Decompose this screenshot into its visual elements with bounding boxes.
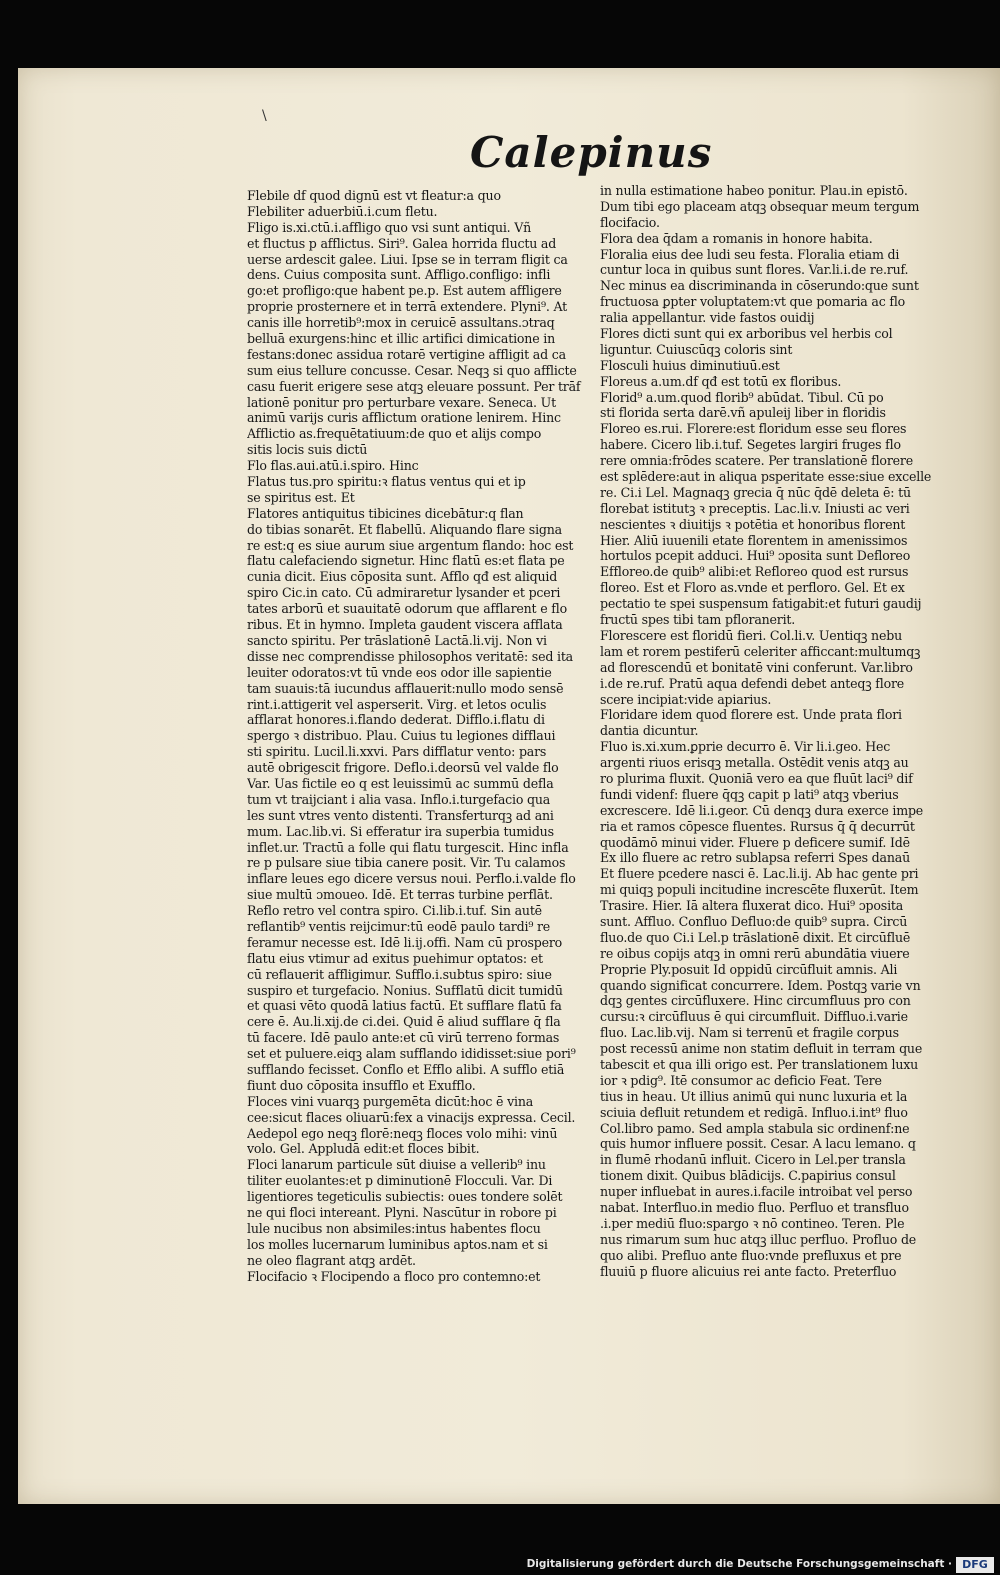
text-line: sancto spiritu. Per trāslationē Lactā.li.vij. Non vi	[247, 632, 547, 648]
text-line: re est:q es siue aurum siue argentum flando: hoc est	[247, 537, 574, 553]
text-line: ne oleo flagrant atqꝫ ardēt.	[247, 1252, 416, 1268]
running-header: Calepinus	[470, 128, 713, 177]
text-line: Flora dea q̄dam a romanis in honore habita.	[600, 230, 873, 246]
text-line: Florescere est floridū fieri. Col.li.v. Uentiqꝫ nebu	[600, 627, 902, 643]
text-line: Flores dicti sunt qui ex arboribus vel herbis col	[600, 326, 893, 342]
text-line: excrescere. Idē li.i.geor. Cū denqꝫ dura exerce impe	[600, 802, 924, 818]
text-line: fluo. Lac.lib.vij. Nam si terrenū et fragile corpus	[600, 1025, 899, 1041]
text-line: cū reflauerit affligimur. Sufflo.i.subtus spiro: siue	[247, 966, 552, 982]
text-line: sti florida serta darē.vñ apuleij liber in floridis	[600, 405, 886, 421]
text-line: les sunt vtres vento distenti. Transferturqꝫ ad ani	[247, 807, 554, 823]
text-line: autē obrigescit frigore. Deflo.i.deorsū vel valde flo	[247, 760, 559, 776]
text-line: hortulos pcepit adduci. Hui⁹ ɔposita sunt Defloreo	[600, 548, 911, 564]
text-line: re oibus copijs atqꝫ in omni rerū abundātia viuere	[600, 945, 910, 961]
text-line: tates arborū et suauitatē odorum que afflarent e flo	[247, 601, 567, 617]
text-line: fructū spes tibi tam pfloranerit.	[600, 612, 796, 628]
text-line: nuper influebat in aures.i.facile introibat vel perso	[600, 1184, 913, 1200]
text-line: dqꝫ gentes circūfluxere. Hinc circumfluus pro con	[600, 993, 911, 1009]
text-line: in nulla estimatione habeo ponitur. Plau.in epistō.	[600, 183, 908, 198]
text-line: Flatus tus.pro spiritu:ꝛ flatus ventus qui et ip	[247, 474, 526, 490]
text-line: Effloreo.de quib⁹ alibi:et Refloreo quod est rursus	[600, 564, 909, 580]
text-line: lationē ponitur pro perturbare vexare. Seneca. Ut	[247, 394, 556, 410]
text-line: ralia appellantur. vide fastos ouidij	[600, 310, 815, 326]
text-line: in flumē rhodanū influit. Cicero in Lel.per transla	[600, 1152, 906, 1168]
text-line: cuntur loca in quibus sunt flores. Var.li.i.de re.ruf.	[600, 262, 909, 278]
dfg-logo: DFG	[956, 1557, 994, 1573]
text-line: sti spiritu. Lucil.li.xxvi. Pars difflatur vento: pars	[247, 744, 547, 760]
text-line: tū facere. Idē paulo ante:et cū virū terreno formas	[247, 1030, 560, 1046]
text-line: Florid⁹ a.um.quod florib⁹ abūdat. Tibul. Cū po	[600, 389, 884, 405]
text-line: Flebiliter aduerbiū.i.cum fletu.	[247, 203, 438, 219]
text-line: Col.libro pamo. Sed ampla stabula sic ordinenf:ne	[600, 1120, 910, 1136]
text-line: nus rimarum sum huc atqꝫ illuc perfluo. Profluo de	[600, 1231, 917, 1247]
text-line: liguntur. Cuiuscūqꝫ coloris sint	[600, 341, 793, 357]
text-line: mum. Lac.lib.vi. Si efferatur ira superbia tumidus	[247, 823, 554, 839]
text-line: floreo. Est et Floro as.vnde et perfloro. Gel. Et ex	[600, 580, 905, 596]
text-line: ribus. Et in hymno. Impleta gaudent viscera afflata	[247, 617, 563, 633]
text-line: ria et ramos cōpesce fluentes. Rursus q̄ q̄ decurrūt	[600, 818, 915, 834]
text-line: fructuosa ꝑpter voluptatem:vt que pomaria ac flo	[600, 294, 906, 310]
text-line: Floreo es.rui. Florere:est floridum esse seu flores	[600, 421, 907, 437]
text-line: Floralia eius dee ludi seu festa. Floralia etiam di	[600, 246, 900, 262]
text-line: cunia dicit. Eius cōposita sunt. Afflo qđ est aliquid	[247, 569, 558, 585]
text-line: proprie prosternere et in terrā extendere. Plyni⁹. At	[247, 299, 567, 315]
text-line: fluo.de quo Ci.i Lel.p trāslationē dixit. Et circūfluē	[600, 929, 911, 945]
text-line: feramur necesse est. Idē li.ij.offi. Nam cū prospero	[247, 934, 563, 950]
text-line: dantia dicuntur.	[600, 723, 699, 739]
text-line: Trasire. Hier. Iā altera fluxerat dico. Hui⁹ ɔposita	[600, 898, 904, 914]
text-line: tionem dixit. Quibus blādicijs. C.papirius consul	[600, 1168, 896, 1184]
text-line: spiro Cic.in cato. Cū admiraretur lysander et pceri	[247, 585, 561, 601]
text-line: Var. Uas fictile eo q est leuissimū ac summū defla	[247, 775, 554, 791]
text-line: Reflo retro vel contra spiro. Ci.lib.i.tuf. Sin autē	[247, 903, 542, 919]
text-line: tabescit et qua illi origo est. Per translationem luxu	[600, 1056, 919, 1072]
text-line: rint.i.attigerit vel asperserit. Virg. et letos oculis	[247, 696, 547, 712]
text-line: i.de re.ruf. Pratū aqua defendi debet anteqꝫ flore	[600, 675, 905, 691]
text-line: spergo ꝛ distribuo. Plau. Cuius tu legiones difflaui	[247, 728, 556, 744]
text-line: Nec minus ea discriminanda in cōserundo:que sunt	[600, 278, 919, 294]
text-line: sum eius tellure concusse. Cesar. Neqꝫ si quo afflicte	[247, 362, 577, 378]
text-line: fiunt duo cōposita insufflo et Exufflo.	[247, 1077, 476, 1093]
text-line: et fluctus p afflictus. Siri⁹. Galea horrida fluctu ad	[247, 235, 557, 251]
text-line: suspiro et turgefacio. Nonius. Sufflatū dicit tumidū	[247, 982, 563, 998]
text-line: mi quiqꝫ populi incitudine increscēte fluxerūt. Item	[600, 882, 919, 898]
text-line: set et puluere.eiqꝫ alam sufflando ididisset:siue pori⁹	[247, 1046, 576, 1062]
text-line: Fligo is.xi.ctū.i.affligo quo vsi sunt antiqui. Vñ	[247, 219, 532, 235]
text-line: flocifacio.	[600, 214, 660, 230]
text-line: nabat. Interfluo.in medio fluo. Perfluo et transfluo	[600, 1200, 909, 1215]
text-line: ligentiores tegeticulis subiectis: oues tondere solēt	[247, 1189, 563, 1205]
text-line: Floci lanarum particule sūt diuise a vellerib⁹ inu	[247, 1157, 546, 1173]
text-line: Dum tibi ego placeam atqꝫ obsequar meum tergum	[600, 198, 920, 214]
text-line: sunt. Affluo. Confluo Defluo:de quib⁹ supra. Circū	[600, 913, 908, 929]
text-line: cursu:ꝛ circūfluus ē qui circumfluit. Diffluo.i.varie	[600, 1009, 908, 1025]
text-line: Flocifacio ꝛ Flocipendo a floco pro contemno:et	[247, 1268, 541, 1284]
margin-mark: \	[262, 108, 267, 124]
funding-notice: Digitalisierung gefördert durch die Deutsche Forschungsgemeinschaft ·	[526, 1558, 952, 1570]
text-line: tiliter euolantes:et p diminutionē Flocculi. Var. Di	[247, 1173, 553, 1189]
text-line: re. Ci.i Lel. Magnaqꝫ grecia q̄ nūc q̄dē deleta ē: tū	[600, 484, 911, 500]
text-line: Flebile df quod dignū est vt fleatur:a quo	[247, 188, 501, 203]
text-line: habere. Cicero lib.i.tuf. Segetes largiri fruges flo	[600, 437, 901, 453]
text-line: rere omnia:frōdes scatere. Per translationē florere	[600, 453, 913, 469]
text-line: se spiritus est. Et	[247, 489, 355, 505]
text-line: festans:donec assidua rotarē vertigine affligit ad ca	[247, 346, 566, 362]
text-line: ro plurima fluxit. Quoniā vero ea que fluūt laci⁹ dif	[600, 770, 913, 786]
text-line: Flo flas.aui.atū.i.spiro. Hinc	[247, 458, 419, 474]
text-line: volo. Gel. Appludā edit:et floces bibit.	[247, 1141, 480, 1157]
text-line: reflantib⁹ ventis reijcimur:tū eodē paulo tardi⁹ re	[247, 918, 551, 934]
text-line: sitis locis suis dictū	[247, 442, 368, 458]
text-line: tum vt traijciant i alia vasa. Inflo.i.turgefacio qua	[247, 791, 551, 807]
text-line: ior ꝛ pdig⁹. Itē consumor ac deficio Feat. Tere	[600, 1072, 882, 1088]
text-line: quo alibi. Prefluo ante fluo:vnde prefluxus et pre	[600, 1247, 902, 1263]
text-line: pectatio te spei suspensum fatigabit:et futuri gaudij	[600, 596, 922, 612]
text-line: cee:sicut flaces oliuarū:fex a vinacijs expressa. Cecil.	[247, 1109, 576, 1125]
text-line: Ex illo fluere ac retro sublapsa referri Spes danaū	[600, 850, 910, 866]
text-line: est splēdere:aut in aliqua psperitate esse:siue excelle	[600, 469, 932, 485]
text-line: tius in heau. Ut illius animū qui nunc luxuria et la	[600, 1088, 908, 1104]
text-line: go:et profligo:que habent pe.p. Est autem affligere	[247, 283, 562, 299]
text-line: Flatores antiquitus tibicines dicebātur:q flan	[247, 505, 524, 521]
right-column	[600, 183, 958, 1279]
text-line: do tibias sonarēt. Et flabellū. Aliquando flare signa	[247, 521, 562, 537]
text-line: cere ē. Au.li.xij.de ci.dei. Quid ē aliud sufflare q̄ fla	[247, 1014, 561, 1030]
left-column	[247, 188, 602, 1284]
text-line: siue multū ɔmoueo. Idē. Et terras turbine perflāt.	[247, 887, 553, 903]
footer-bar	[0, 1556, 1000, 1575]
text-line: Aedepol ego neqꝫ florē:neqꝫ floces volo mihi: vinū	[247, 1125, 558, 1141]
text-line: lam et rorem pestiferū celeriter afficcant:multumqꝫ	[600, 643, 921, 659]
text-line: quodāmō minui vider. Fluere p deficere sumif. Idē	[600, 834, 910, 850]
text-line: disse nec comprendisse philosophos veritatē: sed ita	[247, 648, 573, 664]
text-line: Floreus a.um.df qđ est totū ex floribus.	[600, 373, 842, 389]
text-line: re p pulsare siue tibia canere posit. Vir. Tu calamos	[247, 855, 566, 871]
text-line: et quasi vēto quodā latius factū. Et sufflare flatū fa	[247, 998, 562, 1014]
text-line: canis ille horretib⁹:mox in ceruicē assultans.ɔtraq	[247, 315, 555, 331]
text-line: afflarat honores.i.flando dederat. Difflo.i.flatu di	[247, 712, 545, 728]
text-line: leuiter odoratos:vt tū vnde eos odor ille sapientie	[247, 664, 552, 680]
text-line: ne qui floci intereant. Plyni. Nascūtur in robore pi	[247, 1205, 557, 1220]
text-line: Proprie Ply.posuit Id oppidū circūfluit amnis. Ali	[600, 961, 898, 977]
text-line: dens. Cuius composita sunt. Affligo.confligo: infli	[247, 267, 551, 283]
text-line: Hier. Aliū iuuenili etate florentem in amenissimos	[600, 532, 908, 548]
text-line: belluā exurgens:hinc et illic artifici dimicatione in	[247, 331, 555, 347]
text-line: los molles lucernarum luminibus aptos.nam et si	[247, 1236, 548, 1252]
text-line: sciuia defluit retundem et redigā. Influo.i.int⁹ fluo	[600, 1104, 908, 1120]
text-line: ad florescendū et bonitatē vini conferunt. Var.libro	[600, 659, 913, 675]
text-line: florebat istitutꝫ ꝛ preceptis. Lac.li.v. Iniusti ac veri	[600, 500, 910, 516]
text-line: flatu eius vtimur ad exitus puehimur optatos: et	[247, 950, 543, 966]
text-line: inflet.ur. Tractū a folle qui flatu turgescit. Hinc infla	[247, 839, 569, 855]
text-line: fluuiū p fluore alicuius rei ante facto. Preterfluo	[600, 1263, 897, 1279]
text-line: Afflictio as.frequētatiuum:de quo et alijs compo	[247, 426, 542, 442]
text-line: Fluo is.xi.xum.ꝑprie decurro ē. Vir li.i.geo. Hec	[600, 739, 891, 755]
text-line: scere incipiat:vide apiarius.	[600, 691, 772, 707]
text-line: inflare leues ego dicere versus noui. Perflo.i.valde flo	[247, 871, 576, 887]
text-line: Floces vini vuarqꝫ purgemēta dicūt:hoc ē vina	[247, 1093, 534, 1109]
text-line: quis humor influere possit. Cesar. A lacu lemano. q	[600, 1136, 916, 1152]
text-line: tam suauis:tā iucundus afflauerit:nullo modo sensē	[247, 680, 564, 696]
text-line: .i.per mediū fluo:spargo ꝛ nō contineo. Teren. Ple	[600, 1215, 905, 1231]
text-line: post recessū anime non statim defluit in terram que	[600, 1041, 923, 1057]
text-line: uerse ardescit galee. Liui. Ipse se in terram fligit ca	[247, 251, 568, 267]
text-line: Flosculi huius diminutiuū.est	[600, 357, 780, 373]
text-line: sufflando fecisset. Conflo et Efflo alibi. A sufflo etiā	[247, 1061, 565, 1077]
text-line: Et fluere pcedere nasci ē. Lac.li.ij. Ab hac gente pri	[600, 866, 919, 882]
text-line: lule nucibus non absimiles:intus habentes flocu	[247, 1220, 541, 1236]
text-line: Floridare idem quod florere est. Unde prata flori	[600, 707, 902, 723]
text-line: flatu calefaciendo signetur. Hinc flatū es:et flata pe	[247, 553, 565, 569]
text-line: nescientes ꝛ diuitijs ꝛ potētia et honoribus florent	[600, 516, 906, 532]
text-line: argenti riuos erisqꝫ metalla. Ostēdit venis atqꝫ au	[600, 755, 909, 771]
text-line: quando significat concurrere. Idem. Postqꝫ varie vn	[600, 977, 921, 993]
text-line: casu fuerit erigere sese atqꝫ eleuare possunt. Per trāf	[247, 378, 581, 394]
text-line: fundi videnf: fluere q̄qꝫ capit p lati⁹ atqꝫ vberius	[600, 786, 899, 802]
text-line: animū varijs curis afflictum oratione lenirem. Hinc	[247, 410, 561, 426]
